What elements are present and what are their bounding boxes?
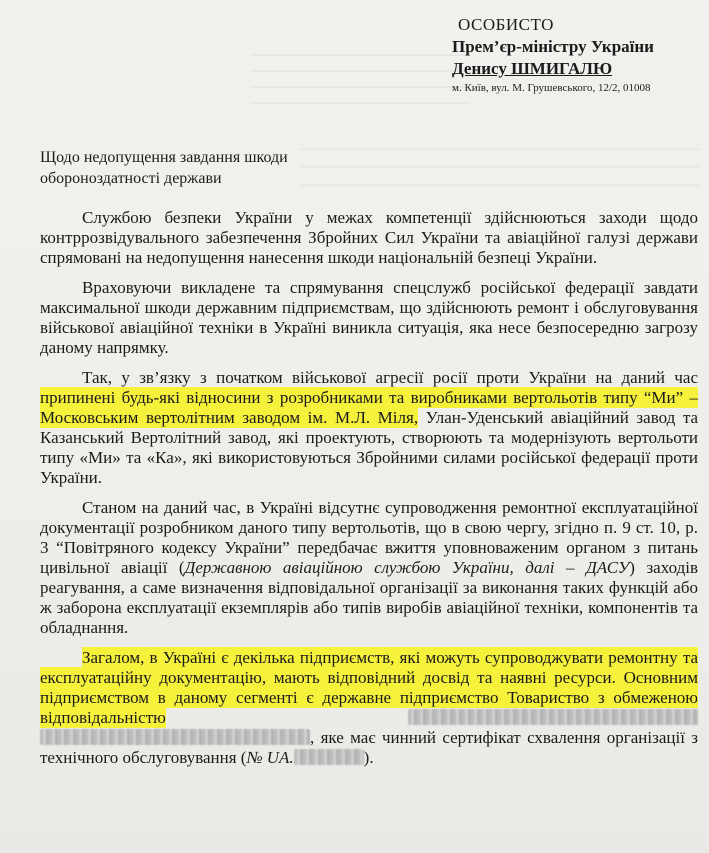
subject-line xyxy=(40,147,288,189)
subject-line-1: Щодо недопущення завдання шкоди xyxy=(40,149,288,166)
bleed-through-text xyxy=(300,132,700,202)
redacted-name xyxy=(40,729,310,745)
paragraph-5-middle: , яке має чинний сертифікат схвалення організації з технічного обслуговування ( xyxy=(40,728,698,767)
paragraph-4-start: Станом на даний час, в Україні відсутнє супроводження ремонтної експлуатаційної документації розробником даного типу вертольотів, що в свою чергу, згідно п. 9 ст. 10, р. 3 “Повітряного кодексу України” передбачає вжиття уповноваженим органом з питань цивільної авіації ( xyxy=(40,498,698,577)
paragraph-5 xyxy=(40,648,698,768)
paragraph-3 xyxy=(40,368,698,488)
paragraph-3-start: Так, у зв’язку з початком військової агресії росії проти України на даний час xyxy=(82,368,698,387)
addressee-name: Денису ШМИГАЛЮ xyxy=(452,59,613,78)
paragraph-5-end: ). xyxy=(363,748,374,767)
confidential-marking: ОСОБИСТО xyxy=(458,15,554,34)
highlighted-text: Загалом, в Україні є декілька підприємств, які можуть супроводжувати ремонтну та експлуатаційну документацію, мають відповідний досвід та наявні ресурси. Основним підприємством в даному сегменті є державне підприємство Товариство з обмеженою відповідальністю xyxy=(40,648,698,727)
addressee-title: Прем’єр-міністру України xyxy=(452,37,654,56)
paragraph-4 xyxy=(40,498,698,638)
redacted-certificate xyxy=(294,749,364,765)
addressee-block xyxy=(452,14,702,94)
addressee-address: м. Київ, вул. М. Грушевського, 12/2, 01008 xyxy=(452,82,651,94)
bleed-through-text xyxy=(250,40,470,110)
paragraph-2: Враховуючи викладене та спрямування спецслужб російської федерації завдати максимальної шкоди державним підприємствам, що здійснюють ремонт і обслуговування військової авіаційної техніки в Україні виникла ситуація, яка несе безпосередню загрозу даному напрямку. xyxy=(40,278,698,357)
redacted-name xyxy=(408,709,698,725)
letter-body xyxy=(40,208,698,778)
paragraph-1: Службою безпеки України у межах компетенції здійснюються заходи щодо контррозвідувального забезпечення Збройних Сил України та авіаційної галузі держави спрямовані на недопущення нанесення шкоди національній безпеці України. xyxy=(40,208,698,267)
certificate-number: № UA. xyxy=(246,748,294,767)
highlighted-text: припинені будь-які відносини з розробниками та виробниками вертольотів типу “Ми” – Московським вертолітним заводом ім. М.Л. Міля, xyxy=(40,388,698,427)
subject-line-2: обороноздатності держави xyxy=(40,170,222,187)
paragraph-4-italic: Державною авіаційною службою України, далі – ДАСУ xyxy=(184,558,630,577)
paragraph-3-end: Улан-Уденський авіаційний завод та Казанський Вертолітний завод, які проектують, створюють та модернізують вертольоти типу «Ми» та «Ка», які використовуються Збройними силами російської федерації проти України. xyxy=(40,408,699,487)
paragraph-4-end: ) заходів реагування, а саме визначення відповідальної організації за виконання таких функцій або ж заборона експлуатації екземплярів або типів виробів авіаційної техніки, компонентів та обладнання. xyxy=(40,558,698,637)
